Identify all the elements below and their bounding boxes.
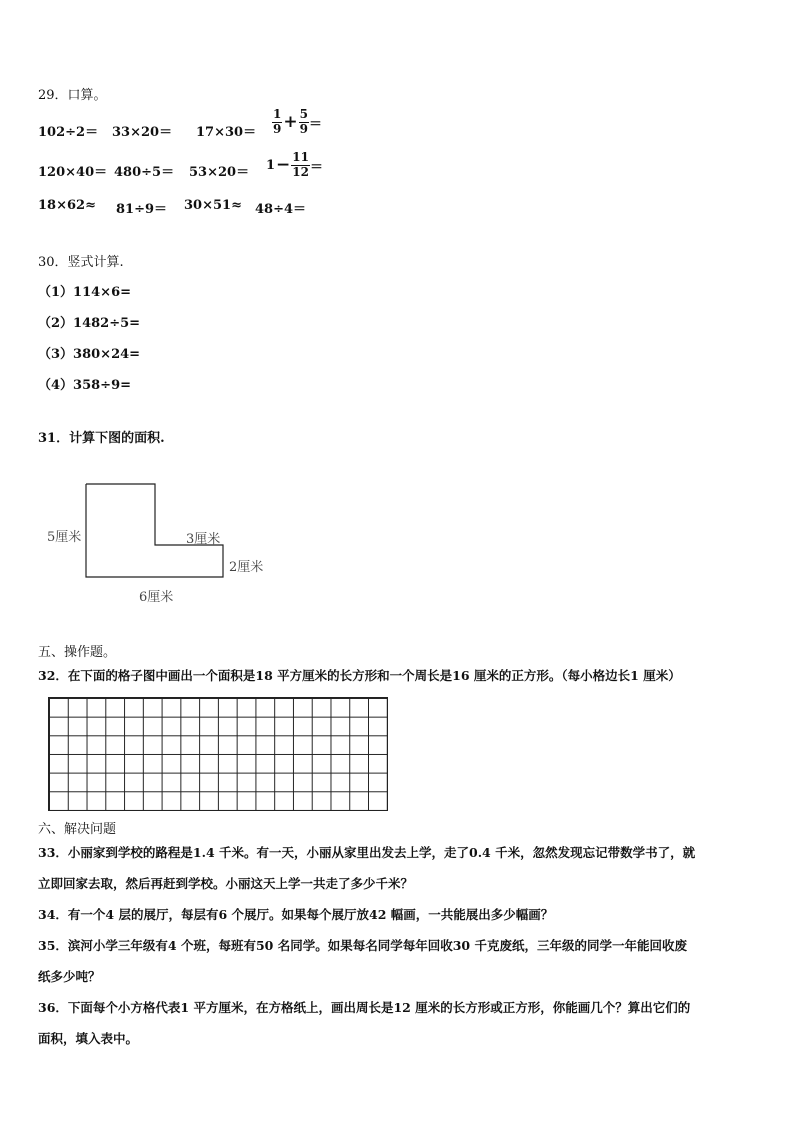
q31-title: 31．计算下图的面积.	[38, 431, 165, 446]
q29-item: 53×20＝	[189, 165, 250, 180]
q29-item: 120×40＝	[38, 165, 108, 180]
q30-item: （3）380×24=	[38, 347, 141, 362]
q29-item: 17×30＝	[196, 125, 257, 140]
q29-item: 81÷9＝	[116, 202, 168, 217]
q29-item: 48÷4＝	[255, 202, 307, 217]
label-left-side: 5厘米	[47, 530, 82, 545]
square-grid[interactable]	[48, 697, 388, 811]
label-bottom-side: 6厘米	[139, 590, 174, 605]
q30-item: （1）114×6=	[38, 285, 132, 300]
q35-line-2: 纸多少吨？	[38, 969, 101, 984]
q33-line-1: 33．小丽家到学校的路程是1.4 千米。有一天，小丽从家里出发去上学，走了0.4 千米，忽然发现忘记带数学书了，就	[38, 845, 696, 860]
q36-line-1: 36．下面每个小方格代表1 平方厘米，在方格纸上，画出周长是12 厘米的长方形或正方形，你能画几个？算出它们的	[38, 1000, 691, 1015]
q29-title: 29．口算。	[38, 88, 107, 103]
label-inner-step: 3厘米	[186, 532, 221, 547]
q36-line-2: 面积，填入表中。	[38, 1031, 139, 1046]
q29-item: 480÷5＝	[114, 165, 175, 180]
fraction: $\frac{1}{9}$	[273, 107, 282, 136]
q30-item: （4）358÷9=	[38, 378, 132, 393]
q35-line-1: 35．滨河小学三年级有4 个班，每班有50 名同学。如果每名同学每年回收30 千克废纸，三年级的同学一年能回收废	[38, 938, 687, 953]
section-6-heading: 六、解决问题	[38, 822, 117, 837]
q30-title: 30．竖式计算.	[38, 255, 124, 270]
q29-fraction-expression-2: 1− $\frac{11}{12}$ ＝	[266, 150, 324, 179]
q29-fraction-expression-1: $\frac{1}{9}$ + $\frac{5}{9}$ ＝	[273, 107, 322, 136]
q34-text: 34．有一个4 层的展厅，每层有6 个展厅。如果每个展厅放42 幅画，一共能展出多少幅画？	[38, 907, 554, 922]
q30-item: （2）1482÷5=	[38, 316, 141, 331]
section-5-heading: 五、操作题。	[38, 645, 117, 660]
q32-text: 32．在下面的格子图中画出一个面积是18 平方厘米的长方形和一个周长是16 厘米的正方形。（每小格边长1 厘米）	[38, 668, 681, 683]
q29-item: 33×20＝	[112, 125, 173, 140]
fraction: $\frac{11}{12}$	[292, 150, 309, 179]
q33-line-2: 立即回家去取，然后再赶到学校。小丽这天上学一共走了多少千米？	[38, 876, 414, 891]
q29-item: 18×62≈	[38, 198, 96, 213]
q29-item: 30×51≈	[184, 198, 242, 213]
label-right-side: 2厘米	[229, 560, 264, 575]
fraction: $\frac{5}{9}$	[299, 107, 308, 136]
q29-item: 102÷2＝	[38, 125, 99, 140]
